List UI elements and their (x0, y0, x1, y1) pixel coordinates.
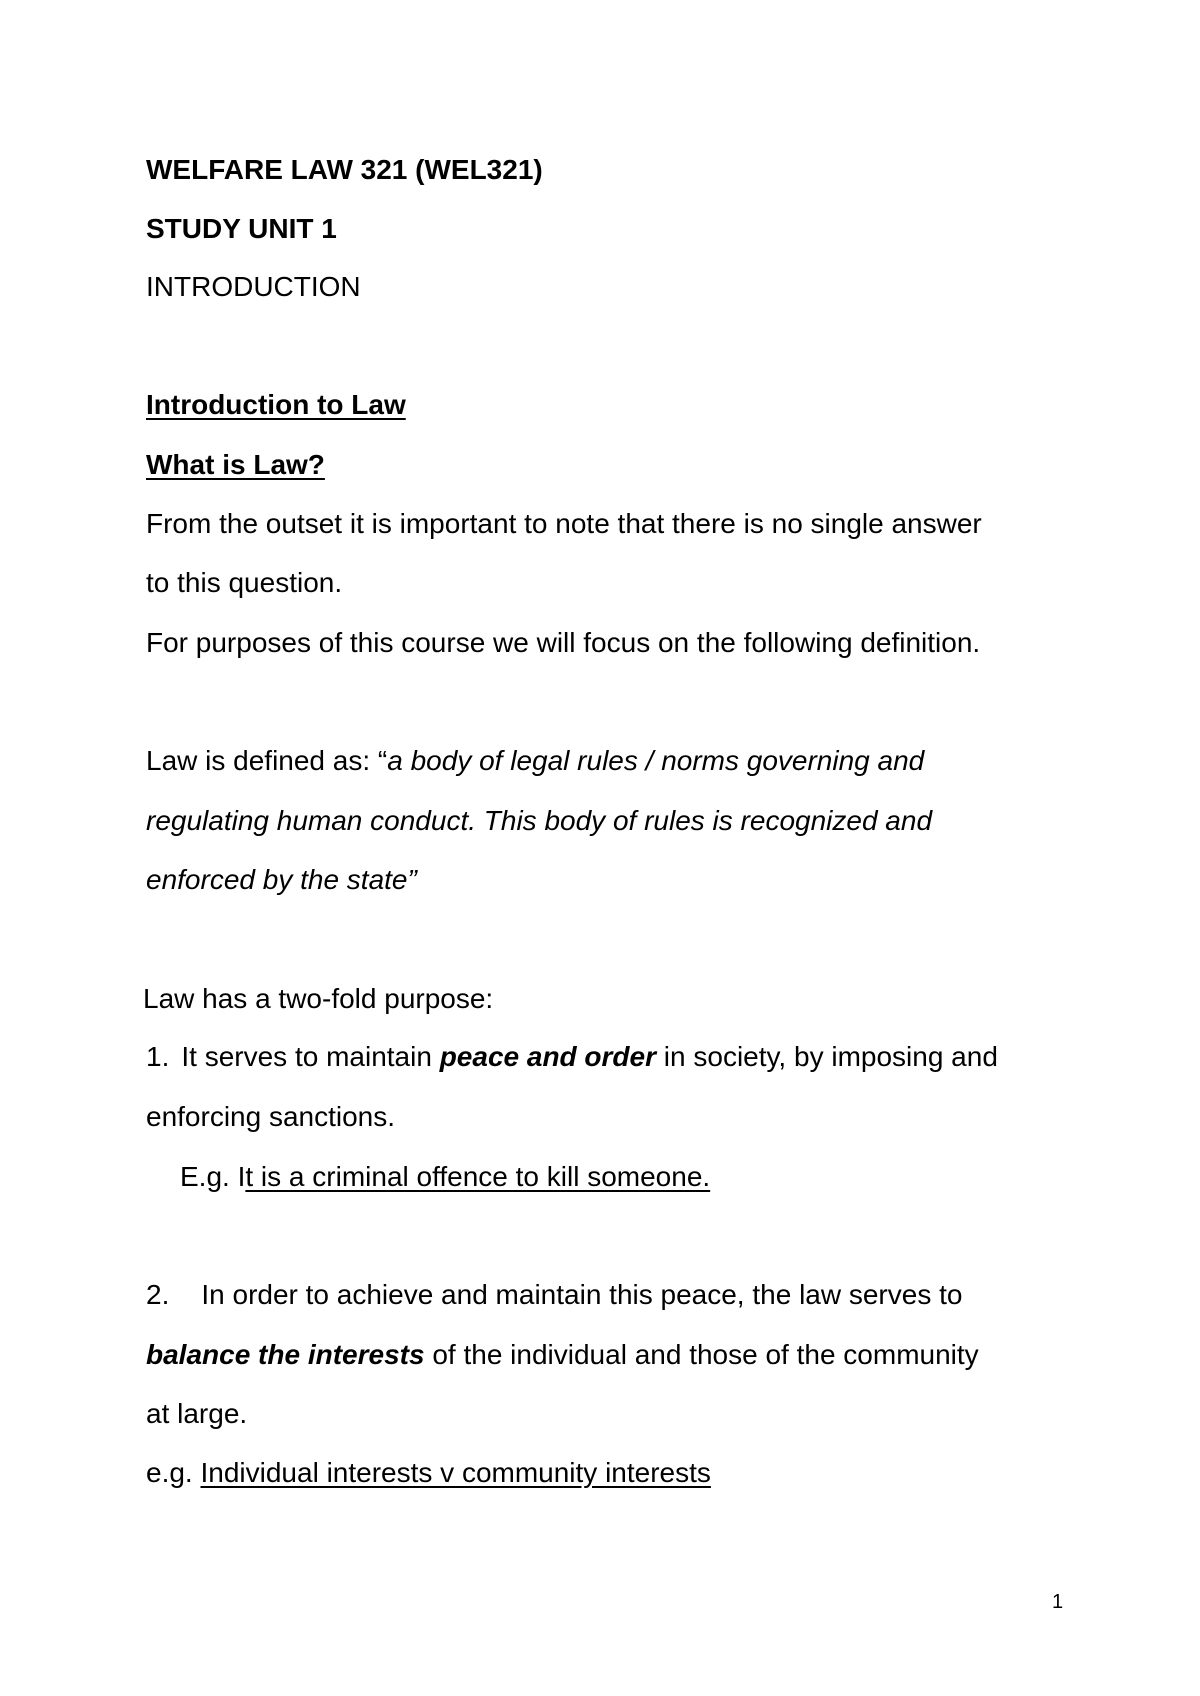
example-underlined: Individual interests v community interests (200, 1457, 711, 1488)
introduction-heading: Introduction to Law (146, 389, 406, 420)
paragraph-outset-line1: From the outset it is important to note that there is no single answer (146, 508, 982, 539)
definition-prefix: Law is defined as: “ (146, 745, 388, 776)
purpose-item1-line1: 1. It serves to maintain peace and order in society, by imposing and (146, 1041, 998, 1072)
emphasis-balance-interests: balance the interests (146, 1339, 425, 1370)
purpose-intro: Law has a two-fold purpose: (143, 983, 494, 1014)
course-title: WELFARE LAW 321 (WEL321) (146, 154, 543, 185)
definition-line3: enforced by the state” (146, 864, 417, 895)
example-underlined: t is a criminal offence to kill someone. (245, 1161, 711, 1192)
purpose-item2-example: e.g. Individual interests v community interests (146, 1457, 711, 1488)
purpose-item2-line1: 2. In order to achieve and maintain this peace, the law serves to (146, 1279, 963, 1310)
definition-line2: regulating human conduct. This body of rules is recognized and (146, 805, 933, 836)
purpose-item2-line3: at large. (146, 1398, 248, 1429)
list-number: 2. (146, 1279, 170, 1310)
definition-line1 (146, 744, 924, 778)
paragraph-purposes: For purposes of this course we will focus on the following definition. (146, 627, 981, 658)
section-heading: INTRODUCTION (146, 271, 361, 302)
what-is-law-heading: What is Law? (146, 449, 325, 480)
list-number: 1. (146, 1041, 170, 1072)
paragraph-outset-line2: to this question. (146, 567, 343, 598)
emphasis-peace-and-order: peace and order (439, 1041, 657, 1072)
page-number: 1 (1052, 1591, 1064, 1613)
purpose-item1-example: E.g. It is a criminal offence to kill someone. (180, 1161, 711, 1192)
definition-text-line1: a body of legal rules / norms governing and (387, 745, 925, 776)
purpose-item1-line2: enforcing sanctions. (146, 1101, 396, 1132)
purpose-item2-line2: balance the interests of the individual and those of the community (146, 1339, 979, 1370)
study-unit-heading: STUDY UNIT 1 (146, 213, 337, 244)
